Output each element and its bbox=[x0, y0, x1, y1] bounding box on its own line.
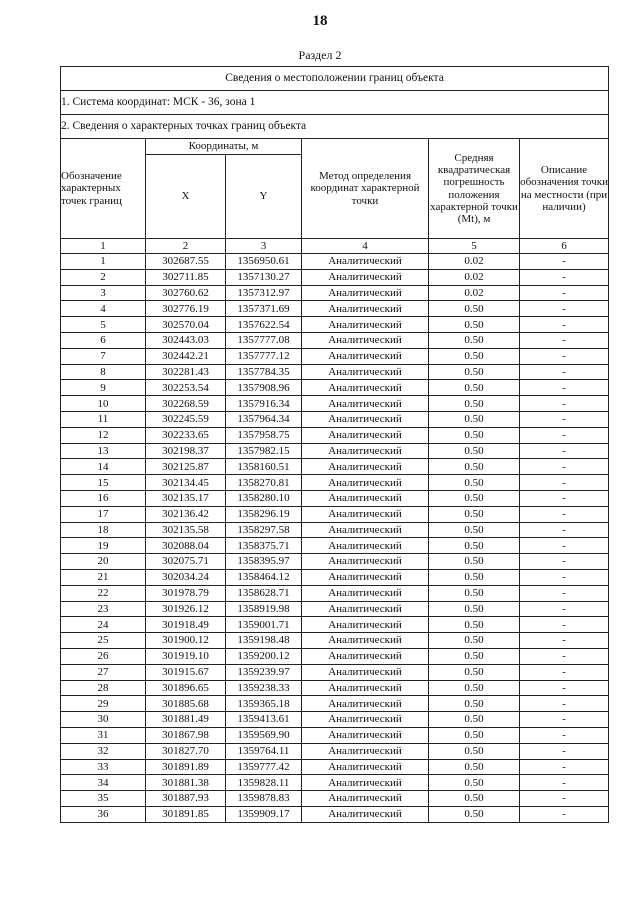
description-cell: - bbox=[520, 443, 609, 459]
error-cell: 0.50 bbox=[429, 680, 520, 696]
x-coordinate-cell: 302442.21 bbox=[146, 348, 226, 364]
method-cell: Аналитический bbox=[302, 585, 429, 601]
error-cell: 0.50 bbox=[429, 443, 520, 459]
y-coordinate-cell: 1359238.33 bbox=[226, 680, 302, 696]
boundary-points-table bbox=[60, 66, 609, 823]
x-coordinate-cell: 302088.04 bbox=[146, 538, 226, 554]
table-row bbox=[61, 617, 609, 633]
x-coordinate-cell: 301978.79 bbox=[146, 585, 226, 601]
point-number-cell: 11 bbox=[61, 411, 146, 427]
description-cell: - bbox=[520, 269, 609, 285]
point-number-cell: 24 bbox=[61, 617, 146, 633]
section-label: Раздел 2 bbox=[298, 48, 342, 62]
description-cell: - bbox=[520, 775, 609, 791]
table-row bbox=[61, 775, 609, 791]
y-coordinate-cell: 1357312.97 bbox=[226, 285, 302, 301]
description-cell: - bbox=[520, 727, 609, 743]
description-cell: - bbox=[520, 680, 609, 696]
x-coordinate-cell: 301891.85 bbox=[146, 806, 226, 822]
point-number-cell: 22 bbox=[61, 585, 146, 601]
description-cell: - bbox=[520, 285, 609, 301]
point-number-cell: 9 bbox=[61, 380, 146, 396]
y-coordinate-cell: 1359198.48 bbox=[226, 633, 302, 649]
point-number-cell: 23 bbox=[61, 601, 146, 617]
error-cell: 0.50 bbox=[429, 490, 520, 506]
error-cell: 0.50 bbox=[429, 601, 520, 617]
point-number-cell: 2 bbox=[61, 269, 146, 285]
error-cell: 0.50 bbox=[429, 806, 520, 822]
table-row bbox=[61, 538, 609, 554]
method-cell: Аналитический bbox=[302, 254, 429, 270]
table-row bbox=[61, 664, 609, 680]
x-coordinate-cell: 302135.58 bbox=[146, 522, 226, 538]
method-cell: Аналитический bbox=[302, 633, 429, 649]
y-coordinate-cell: 1358464.12 bbox=[226, 569, 302, 585]
method-cell: Аналитический bbox=[302, 791, 429, 807]
error-cell: 0.50 bbox=[429, 712, 520, 728]
description-cell: - bbox=[520, 538, 609, 554]
error-cell: 0.50 bbox=[429, 569, 520, 585]
header-description: Описание обозначения точки на местности (при наличии) bbox=[520, 139, 609, 239]
y-coordinate-cell: 1358280.10 bbox=[226, 490, 302, 506]
method-cell: Аналитический bbox=[302, 364, 429, 380]
error-cell: 0.50 bbox=[429, 364, 520, 380]
x-coordinate-cell: 301918.49 bbox=[146, 617, 226, 633]
header-y: Y bbox=[226, 155, 302, 239]
x-coordinate-cell: 302711.85 bbox=[146, 269, 226, 285]
method-cell: Аналитический bbox=[302, 332, 429, 348]
error-cell: 0.50 bbox=[429, 633, 520, 649]
point-number-cell: 35 bbox=[61, 791, 146, 807]
error-cell: 0.50 bbox=[429, 664, 520, 680]
y-coordinate-cell: 1359878.83 bbox=[226, 791, 302, 807]
y-coordinate-cell: 1357777.08 bbox=[226, 332, 302, 348]
table-row bbox=[61, 522, 609, 538]
method-cell: Аналитический bbox=[302, 696, 429, 712]
y-coordinate-cell: 1357982.15 bbox=[226, 443, 302, 459]
error-cell: 0.50 bbox=[429, 791, 520, 807]
y-coordinate-cell: 1358395.97 bbox=[226, 554, 302, 570]
error-cell: 0.50 bbox=[429, 459, 520, 475]
header-error: Средняя квадратическая погрешность положения характерной точки (Mt), м bbox=[429, 139, 520, 239]
y-coordinate-cell: 1358270.81 bbox=[226, 475, 302, 491]
method-cell: Аналитический bbox=[302, 538, 429, 554]
point-number-cell: 10 bbox=[61, 396, 146, 412]
x-coordinate-cell: 302570.04 bbox=[146, 317, 226, 333]
method-cell: Аналитический bbox=[302, 490, 429, 506]
method-cell: Аналитический bbox=[302, 396, 429, 412]
page-number: 18 bbox=[312, 13, 328, 29]
point-number-cell: 29 bbox=[61, 696, 146, 712]
table-row bbox=[61, 364, 609, 380]
description-cell: - bbox=[520, 791, 609, 807]
y-coordinate-cell: 1358296.19 bbox=[226, 506, 302, 522]
column-number: 3 bbox=[226, 239, 302, 254]
y-coordinate-cell: 1357916.34 bbox=[226, 396, 302, 412]
header-point-designation: Обозначение характерных точек границ bbox=[61, 139, 146, 239]
description-cell: - bbox=[520, 254, 609, 270]
x-coordinate-cell: 301881.49 bbox=[146, 712, 226, 728]
point-number-cell: 15 bbox=[61, 475, 146, 491]
method-cell: Аналитический bbox=[302, 269, 429, 285]
error-cell: 0.50 bbox=[429, 396, 520, 412]
table-row bbox=[61, 696, 609, 712]
header-x: X bbox=[146, 155, 226, 239]
x-coordinate-cell: 302134.45 bbox=[146, 475, 226, 491]
error-cell: 0.50 bbox=[429, 475, 520, 491]
x-coordinate-cell: 302268.59 bbox=[146, 396, 226, 412]
x-coordinate-cell: 302233.65 bbox=[146, 427, 226, 443]
method-cell: Аналитический bbox=[302, 285, 429, 301]
description-cell: - bbox=[520, 459, 609, 475]
error-cell: 0.50 bbox=[429, 696, 520, 712]
point-number-cell: 3 bbox=[61, 285, 146, 301]
table-row bbox=[61, 759, 609, 775]
column-number: 6 bbox=[520, 239, 609, 254]
description-cell: - bbox=[520, 475, 609, 491]
x-coordinate-cell: 302776.19 bbox=[146, 301, 226, 317]
x-coordinate-cell: 301887.93 bbox=[146, 791, 226, 807]
x-coordinate-cell: 302443.03 bbox=[146, 332, 226, 348]
description-cell: - bbox=[520, 664, 609, 680]
y-coordinate-cell: 1357130.27 bbox=[226, 269, 302, 285]
x-coordinate-cell: 302034.24 bbox=[146, 569, 226, 585]
table-row bbox=[61, 680, 609, 696]
description-cell: - bbox=[520, 411, 609, 427]
x-coordinate-cell: 302135.17 bbox=[146, 490, 226, 506]
error-cell: 0.50 bbox=[429, 775, 520, 791]
description-cell: - bbox=[520, 617, 609, 633]
table-row bbox=[61, 712, 609, 728]
y-coordinate-cell: 1357784.35 bbox=[226, 364, 302, 380]
description-cell: - bbox=[520, 506, 609, 522]
coordinate-system: 1. Система координат: МСК - 36, зона 1 bbox=[61, 91, 609, 115]
method-cell: Аналитический bbox=[302, 743, 429, 759]
description-cell: - bbox=[520, 332, 609, 348]
error-cell: 0.02 bbox=[429, 254, 520, 270]
table-row bbox=[61, 427, 609, 443]
table-row bbox=[61, 569, 609, 585]
method-cell: Аналитический bbox=[302, 317, 429, 333]
point-number-cell: 5 bbox=[61, 317, 146, 333]
point-number-cell: 19 bbox=[61, 538, 146, 554]
description-cell: - bbox=[520, 380, 609, 396]
x-coordinate-cell: 301827.70 bbox=[146, 743, 226, 759]
description-cell: - bbox=[520, 743, 609, 759]
table-row bbox=[61, 332, 609, 348]
point-number-cell: 8 bbox=[61, 364, 146, 380]
table-row bbox=[61, 396, 609, 412]
error-cell: 0.50 bbox=[429, 380, 520, 396]
point-number-cell: 27 bbox=[61, 664, 146, 680]
error-cell: 0.50 bbox=[429, 617, 520, 633]
table-row bbox=[61, 727, 609, 743]
points-heading: 2. Сведения о характерных точках границ объекта bbox=[61, 115, 609, 139]
header-method: Метод определения координат характерной точки bbox=[302, 139, 429, 239]
error-cell: 0.02 bbox=[429, 285, 520, 301]
description-cell: - bbox=[520, 522, 609, 538]
y-coordinate-cell: 1359764.11 bbox=[226, 743, 302, 759]
method-cell: Аналитический bbox=[302, 380, 429, 396]
table-row bbox=[61, 506, 609, 522]
error-cell: 0.50 bbox=[429, 301, 520, 317]
error-cell: 0.50 bbox=[429, 427, 520, 443]
x-coordinate-cell: 302125.87 bbox=[146, 459, 226, 475]
table-row bbox=[61, 443, 609, 459]
x-coordinate-cell: 302198.37 bbox=[146, 443, 226, 459]
point-number-cell: 28 bbox=[61, 680, 146, 696]
description-cell: - bbox=[520, 317, 609, 333]
table-row bbox=[61, 459, 609, 475]
y-coordinate-cell: 1358919.98 bbox=[226, 601, 302, 617]
column-number: 2 bbox=[146, 239, 226, 254]
description-cell: - bbox=[520, 554, 609, 570]
error-cell: 0.50 bbox=[429, 317, 520, 333]
method-cell: Аналитический bbox=[302, 727, 429, 743]
method-cell: Аналитический bbox=[302, 601, 429, 617]
method-cell: Аналитический bbox=[302, 522, 429, 538]
table-row bbox=[61, 254, 609, 270]
error-cell: 0.50 bbox=[429, 332, 520, 348]
table-row bbox=[61, 285, 609, 301]
point-number-cell: 12 bbox=[61, 427, 146, 443]
y-coordinate-cell: 1356950.61 bbox=[226, 254, 302, 270]
error-cell: 0.50 bbox=[429, 743, 520, 759]
point-number-cell: 14 bbox=[61, 459, 146, 475]
y-coordinate-cell: 1359239.97 bbox=[226, 664, 302, 680]
point-number-cell: 34 bbox=[61, 775, 146, 791]
y-coordinate-cell: 1358628.71 bbox=[226, 585, 302, 601]
point-number-cell: 6 bbox=[61, 332, 146, 348]
table-row bbox=[61, 743, 609, 759]
method-cell: Аналитический bbox=[302, 348, 429, 364]
point-number-cell: 7 bbox=[61, 348, 146, 364]
table-row bbox=[61, 475, 609, 491]
x-coordinate-cell: 301919.10 bbox=[146, 648, 226, 664]
table-row bbox=[61, 648, 609, 664]
x-coordinate-cell: 302253.54 bbox=[146, 380, 226, 396]
y-coordinate-cell: 1359365.18 bbox=[226, 696, 302, 712]
y-coordinate-cell: 1358297.58 bbox=[226, 522, 302, 538]
table-row bbox=[61, 490, 609, 506]
description-cell: - bbox=[520, 490, 609, 506]
table-row bbox=[61, 301, 609, 317]
error-cell: 0.50 bbox=[429, 506, 520, 522]
y-coordinate-cell: 1359569.90 bbox=[226, 727, 302, 743]
x-coordinate-cell: 302075.71 bbox=[146, 554, 226, 570]
x-coordinate-cell: 302136.42 bbox=[146, 506, 226, 522]
x-coordinate-cell: 301915.67 bbox=[146, 664, 226, 680]
method-cell: Аналитический bbox=[302, 459, 429, 475]
error-cell: 0.50 bbox=[429, 727, 520, 743]
y-coordinate-cell: 1359828.11 bbox=[226, 775, 302, 791]
table-row bbox=[61, 411, 609, 427]
x-coordinate-cell: 302281.43 bbox=[146, 364, 226, 380]
method-cell: Аналитический bbox=[302, 569, 429, 585]
method-cell: Аналитический bbox=[302, 664, 429, 680]
method-cell: Аналитический bbox=[302, 648, 429, 664]
error-cell: 0.50 bbox=[429, 759, 520, 775]
description-cell: - bbox=[520, 348, 609, 364]
point-number-cell: 31 bbox=[61, 727, 146, 743]
description-cell: - bbox=[520, 396, 609, 412]
method-cell: Аналитический bbox=[302, 759, 429, 775]
method-cell: Аналитический bbox=[302, 301, 429, 317]
table-row bbox=[61, 633, 609, 649]
error-cell: 0.50 bbox=[429, 411, 520, 427]
error-cell: 0.02 bbox=[429, 269, 520, 285]
point-number-cell: 26 bbox=[61, 648, 146, 664]
error-cell: 0.50 bbox=[429, 538, 520, 554]
y-coordinate-cell: 1358160.51 bbox=[226, 459, 302, 475]
y-coordinate-cell: 1357622.54 bbox=[226, 317, 302, 333]
method-cell: Аналитический bbox=[302, 475, 429, 491]
description-cell: - bbox=[520, 427, 609, 443]
description-cell: - bbox=[520, 364, 609, 380]
x-coordinate-cell: 301881.38 bbox=[146, 775, 226, 791]
column-number: 4 bbox=[302, 239, 429, 254]
x-coordinate-cell: 302760.62 bbox=[146, 285, 226, 301]
table-title: Сведения о местоположении границ объекта bbox=[61, 67, 609, 91]
point-number-cell: 1 bbox=[61, 254, 146, 270]
method-cell: Аналитический bbox=[302, 411, 429, 427]
table-row bbox=[61, 806, 609, 822]
description-cell: - bbox=[520, 601, 609, 617]
point-number-cell: 17 bbox=[61, 506, 146, 522]
method-cell: Аналитический bbox=[302, 506, 429, 522]
y-coordinate-cell: 1357908.96 bbox=[226, 380, 302, 396]
method-cell: Аналитический bbox=[302, 712, 429, 728]
point-number-cell: 20 bbox=[61, 554, 146, 570]
description-cell: - bbox=[520, 569, 609, 585]
method-cell: Аналитический bbox=[302, 617, 429, 633]
error-cell: 0.50 bbox=[429, 585, 520, 601]
x-coordinate-cell: 302245.59 bbox=[146, 411, 226, 427]
point-number-cell: 30 bbox=[61, 712, 146, 728]
table-row bbox=[61, 601, 609, 617]
method-cell: Аналитический bbox=[302, 680, 429, 696]
y-coordinate-cell: 1359413.61 bbox=[226, 712, 302, 728]
x-coordinate-cell: 302687.55 bbox=[146, 254, 226, 270]
table-row bbox=[61, 348, 609, 364]
y-coordinate-cell: 1357958.75 bbox=[226, 427, 302, 443]
error-cell: 0.50 bbox=[429, 522, 520, 538]
x-coordinate-cell: 301867.98 bbox=[146, 727, 226, 743]
table-row bbox=[61, 269, 609, 285]
y-coordinate-cell: 1359200.12 bbox=[226, 648, 302, 664]
point-number-cell: 25 bbox=[61, 633, 146, 649]
description-cell: - bbox=[520, 712, 609, 728]
point-number-cell: 4 bbox=[61, 301, 146, 317]
y-coordinate-cell: 1357371.69 bbox=[226, 301, 302, 317]
y-coordinate-cell: 1359777.42 bbox=[226, 759, 302, 775]
point-number-cell: 18 bbox=[61, 522, 146, 538]
description-cell: - bbox=[520, 301, 609, 317]
table-row bbox=[61, 317, 609, 333]
method-cell: Аналитический bbox=[302, 427, 429, 443]
point-number-cell: 16 bbox=[61, 490, 146, 506]
y-coordinate-cell: 1359001.71 bbox=[226, 617, 302, 633]
description-cell: - bbox=[520, 759, 609, 775]
x-coordinate-cell: 301885.68 bbox=[146, 696, 226, 712]
description-cell: - bbox=[520, 585, 609, 601]
error-cell: 0.50 bbox=[429, 648, 520, 664]
error-cell: 0.50 bbox=[429, 348, 520, 364]
column-number: 5 bbox=[429, 239, 520, 254]
description-cell: - bbox=[520, 633, 609, 649]
table-row bbox=[61, 791, 609, 807]
method-cell: Аналитический bbox=[302, 443, 429, 459]
description-cell: - bbox=[520, 696, 609, 712]
y-coordinate-cell: 1358375.71 bbox=[226, 538, 302, 554]
error-cell: 0.50 bbox=[429, 554, 520, 570]
method-cell: Аналитический bbox=[302, 554, 429, 570]
y-coordinate-cell: 1357777.12 bbox=[226, 348, 302, 364]
x-coordinate-cell: 301896.65 bbox=[146, 680, 226, 696]
x-coordinate-cell: 301900.12 bbox=[146, 633, 226, 649]
x-coordinate-cell: 301926.12 bbox=[146, 601, 226, 617]
y-coordinate-cell: 1359909.17 bbox=[226, 806, 302, 822]
column-number: 1 bbox=[61, 239, 146, 254]
point-number-cell: 32 bbox=[61, 743, 146, 759]
point-number-cell: 33 bbox=[61, 759, 146, 775]
point-number-cell: 13 bbox=[61, 443, 146, 459]
table-row bbox=[61, 554, 609, 570]
point-number-cell: 36 bbox=[61, 806, 146, 822]
point-number-cell: 21 bbox=[61, 569, 146, 585]
description-cell: - bbox=[520, 648, 609, 664]
table-row bbox=[61, 380, 609, 396]
table-row bbox=[61, 585, 609, 601]
method-cell: Аналитический bbox=[302, 806, 429, 822]
header-coordinates: Координаты, м bbox=[146, 139, 302, 155]
y-coordinate-cell: 1357964.34 bbox=[226, 411, 302, 427]
x-coordinate-cell: 301891.89 bbox=[146, 759, 226, 775]
description-cell: - bbox=[520, 806, 609, 822]
method-cell: Аналитический bbox=[302, 775, 429, 791]
